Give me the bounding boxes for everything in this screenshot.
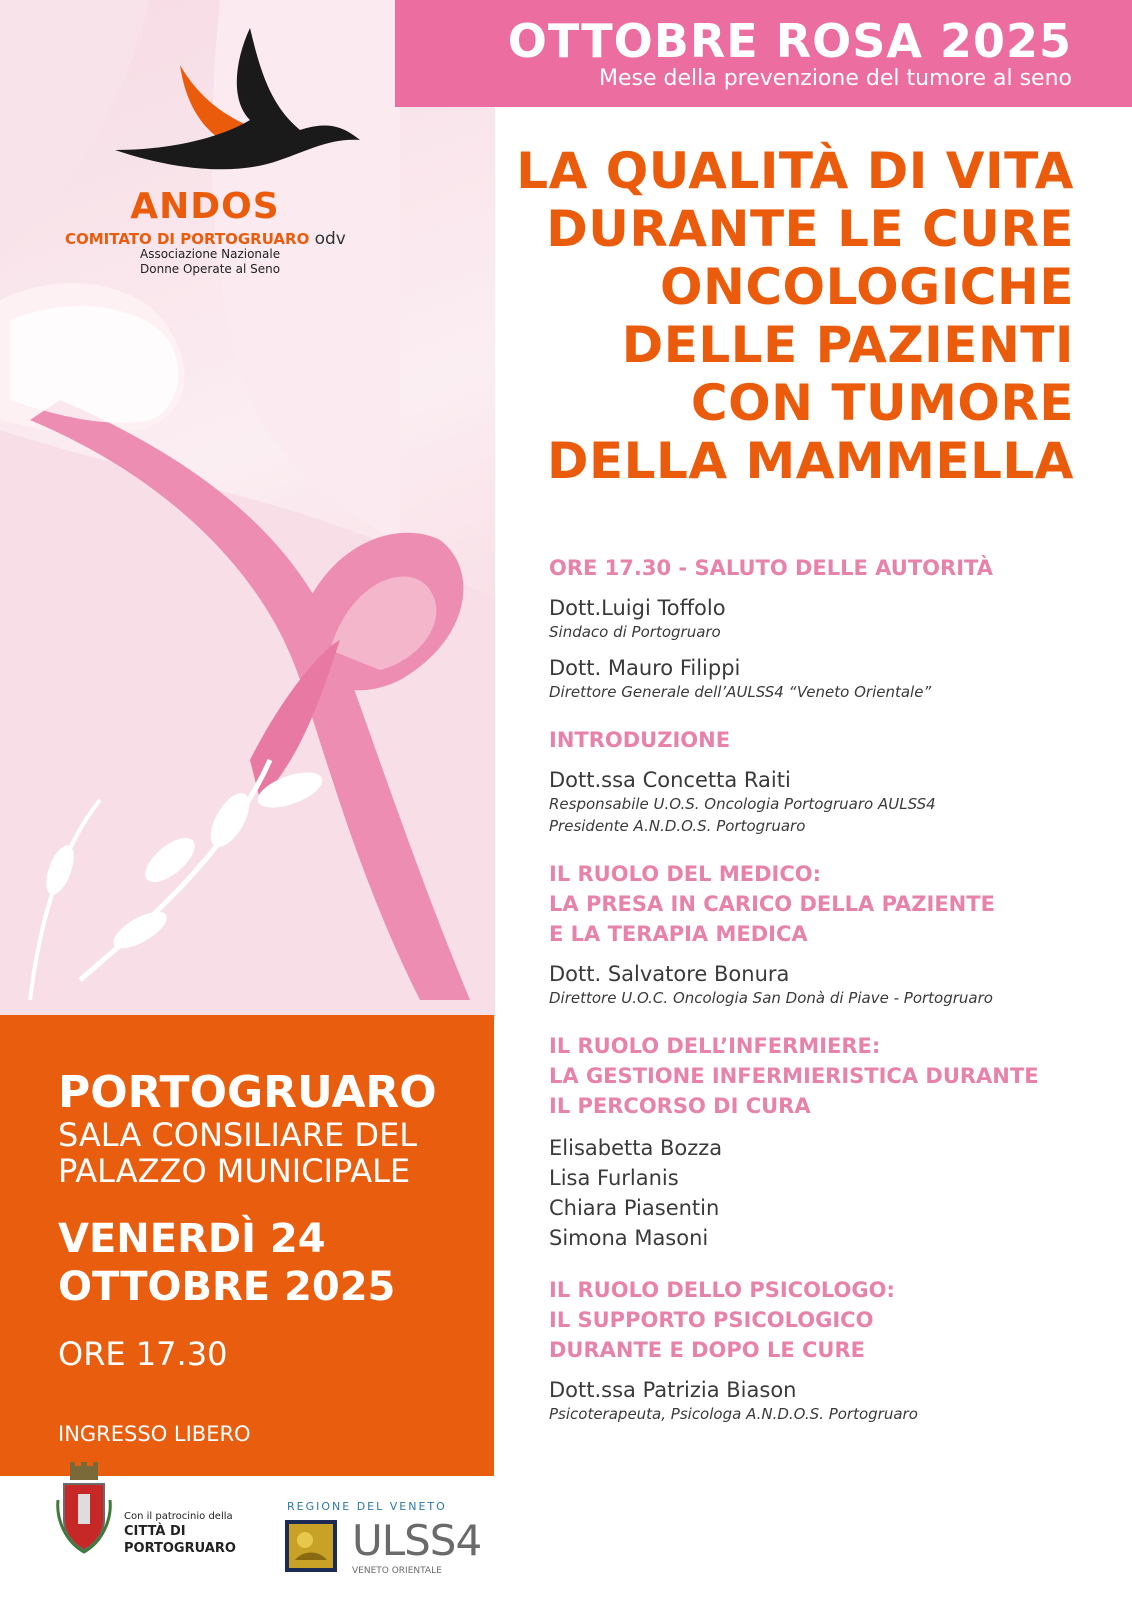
speaker bbox=[549, 1377, 1089, 1425]
andos-assoc-line2: Donne Operate al Seno bbox=[140, 262, 281, 276]
section-heading bbox=[549, 1275, 1089, 1365]
ulss-subtitle: VENETO ORIENTALE bbox=[352, 1566, 442, 1576]
heading-line: INTRODUZIONE bbox=[549, 728, 731, 752]
title-line: ONCOLOGICHE bbox=[660, 258, 1074, 316]
speaker bbox=[549, 595, 1089, 643]
program-section-nurse bbox=[549, 1031, 1089, 1253]
swallow-bird-logo-icon bbox=[60, 20, 390, 190]
program-section-intro bbox=[549, 725, 1089, 837]
program-section-authorities bbox=[549, 553, 1089, 703]
section-heading bbox=[549, 725, 1089, 755]
banner-title: OTTOBRE ROSA 2025 bbox=[507, 14, 1072, 68]
andos-odv: odv bbox=[314, 229, 346, 249]
andos-assoc-line1: Associazione Nazionale bbox=[140, 247, 281, 261]
title-line: CON TUMORE bbox=[690, 374, 1074, 432]
footer bbox=[0, 1480, 1132, 1600]
speaker-role: Responsabile U.O.S. Oncologia Portogruaro AULSS4 bbox=[549, 795, 936, 813]
speaker-role: Sindaco di Portogruaro bbox=[549, 623, 721, 641]
speaker-role: Presidente A.N.D.O.S. Portogruaro bbox=[549, 817, 806, 835]
title-line: DELLE PAZIENTI bbox=[621, 316, 1074, 374]
andos-brand: ANDOS bbox=[130, 186, 280, 227]
heading-line: DURANTE E DOPO LE CURE bbox=[549, 1338, 865, 1362]
city-name-line: CITTÀ DI bbox=[124, 1524, 186, 1539]
andos-committee-name: COMITATO DI PORTOGRUARO bbox=[65, 230, 310, 248]
speaker-name: Elisabetta Bozza bbox=[549, 1136, 723, 1160]
venue-city: PORTOGRUARO bbox=[58, 1067, 437, 1118]
event-time: ORE 17.30 bbox=[58, 1335, 228, 1373]
heading-line: LA GESTIONE INFERMIERISTICA DURANTE bbox=[549, 1064, 1039, 1088]
heading-line: IL SUPPORTO PSICOLOGICO bbox=[549, 1308, 874, 1332]
title-line: DURANTE LE CURE bbox=[546, 200, 1074, 258]
banner-subtitle: Mese della prevenzione del tumore al seno bbox=[599, 66, 1072, 91]
speaker bbox=[549, 961, 1089, 1009]
venue-line: PALAZZO MUNICIPALE bbox=[58, 1152, 411, 1190]
speaker-name: Lisa Furlanis bbox=[549, 1166, 679, 1190]
main-title bbox=[514, 142, 1074, 490]
andos-association bbox=[140, 247, 280, 277]
title-line: LA QUALITÀ DI VITA bbox=[516, 142, 1074, 200]
heading-line: LA PRESA IN CARICO DELLA PAZIENTE bbox=[549, 892, 995, 916]
heading-line: IL RUOLO DELL’INFERMIERE: bbox=[549, 1034, 881, 1058]
heading-line: IL PERCORSO DI CURA bbox=[549, 1094, 811, 1118]
speaker-name: Chiara Piasentin bbox=[549, 1196, 720, 1220]
title-line: DELLA MAMMELLA bbox=[546, 432, 1074, 490]
speaker-name: Dott.ssa Patrizia Biason bbox=[549, 1378, 797, 1402]
program-section-psychologist bbox=[549, 1275, 1089, 1425]
speaker-role: Direttore U.O.C. Oncologia San Donà di Piave - Portogruaro bbox=[549, 989, 993, 1007]
program-section-doctor bbox=[549, 859, 1089, 1009]
andos-committee bbox=[65, 229, 346, 249]
city-name-line: PORTOGRUARO bbox=[124, 1541, 236, 1556]
program bbox=[549, 553, 1089, 1447]
regione-label: REGIONE DEL VENETO bbox=[287, 1500, 447, 1513]
speaker bbox=[549, 655, 1089, 703]
heading-line: ORE 17.30 - SALUTO DELLE AUTORITÀ bbox=[549, 556, 993, 580]
speaker-list bbox=[549, 1133, 1089, 1253]
speaker-role: Psicoterapeuta, Psicologa A.N.D.O.S. Portogruaro bbox=[549, 1405, 918, 1423]
ulss-logo-text: ULSS4 bbox=[352, 1516, 482, 1565]
lion-of-saint-mark-emblem-icon bbox=[285, 1520, 337, 1572]
speaker-name: Simona Masoni bbox=[549, 1226, 709, 1250]
speaker-name: Dott. Mauro Filippi bbox=[549, 656, 741, 680]
top-banner bbox=[395, 0, 1132, 107]
entry-note: INGRESSO LIBERO bbox=[58, 1422, 251, 1446]
patronage-label: Con il patrocinio della bbox=[124, 1511, 233, 1522]
speaker-role: Direttore Generale dell’AULSS4 “Veneto Orientale” bbox=[549, 683, 932, 701]
section-heading bbox=[549, 1031, 1089, 1121]
event-date bbox=[58, 1215, 395, 1311]
city-coat-of-arms-icon bbox=[52, 1460, 116, 1556]
date-line: VENERDÌ 24 bbox=[58, 1216, 326, 1262]
venue bbox=[58, 1069, 437, 1189]
heading-line: E LA TERAPIA MEDICA bbox=[549, 922, 808, 946]
section-heading bbox=[549, 553, 1089, 583]
heading-line: IL RUOLO DELLO PSICOLOGO: bbox=[549, 1278, 895, 1302]
date-line: OTTOBRE 2025 bbox=[58, 1264, 396, 1310]
venue-line: SALA CONSILIARE DEL bbox=[58, 1116, 418, 1154]
patronage-text bbox=[124, 1510, 236, 1557]
heading-line: IL RUOLO DEL MEDICO: bbox=[549, 862, 821, 886]
speaker-name: Dott. Salvatore Bonura bbox=[549, 962, 790, 986]
speaker-name: Dott.Luigi Toffolo bbox=[549, 596, 726, 620]
section-heading bbox=[549, 859, 1089, 949]
speaker-name: Dott.ssa Concetta Raiti bbox=[549, 768, 791, 792]
speaker bbox=[549, 767, 1089, 837]
event-info-block bbox=[0, 1015, 494, 1476]
